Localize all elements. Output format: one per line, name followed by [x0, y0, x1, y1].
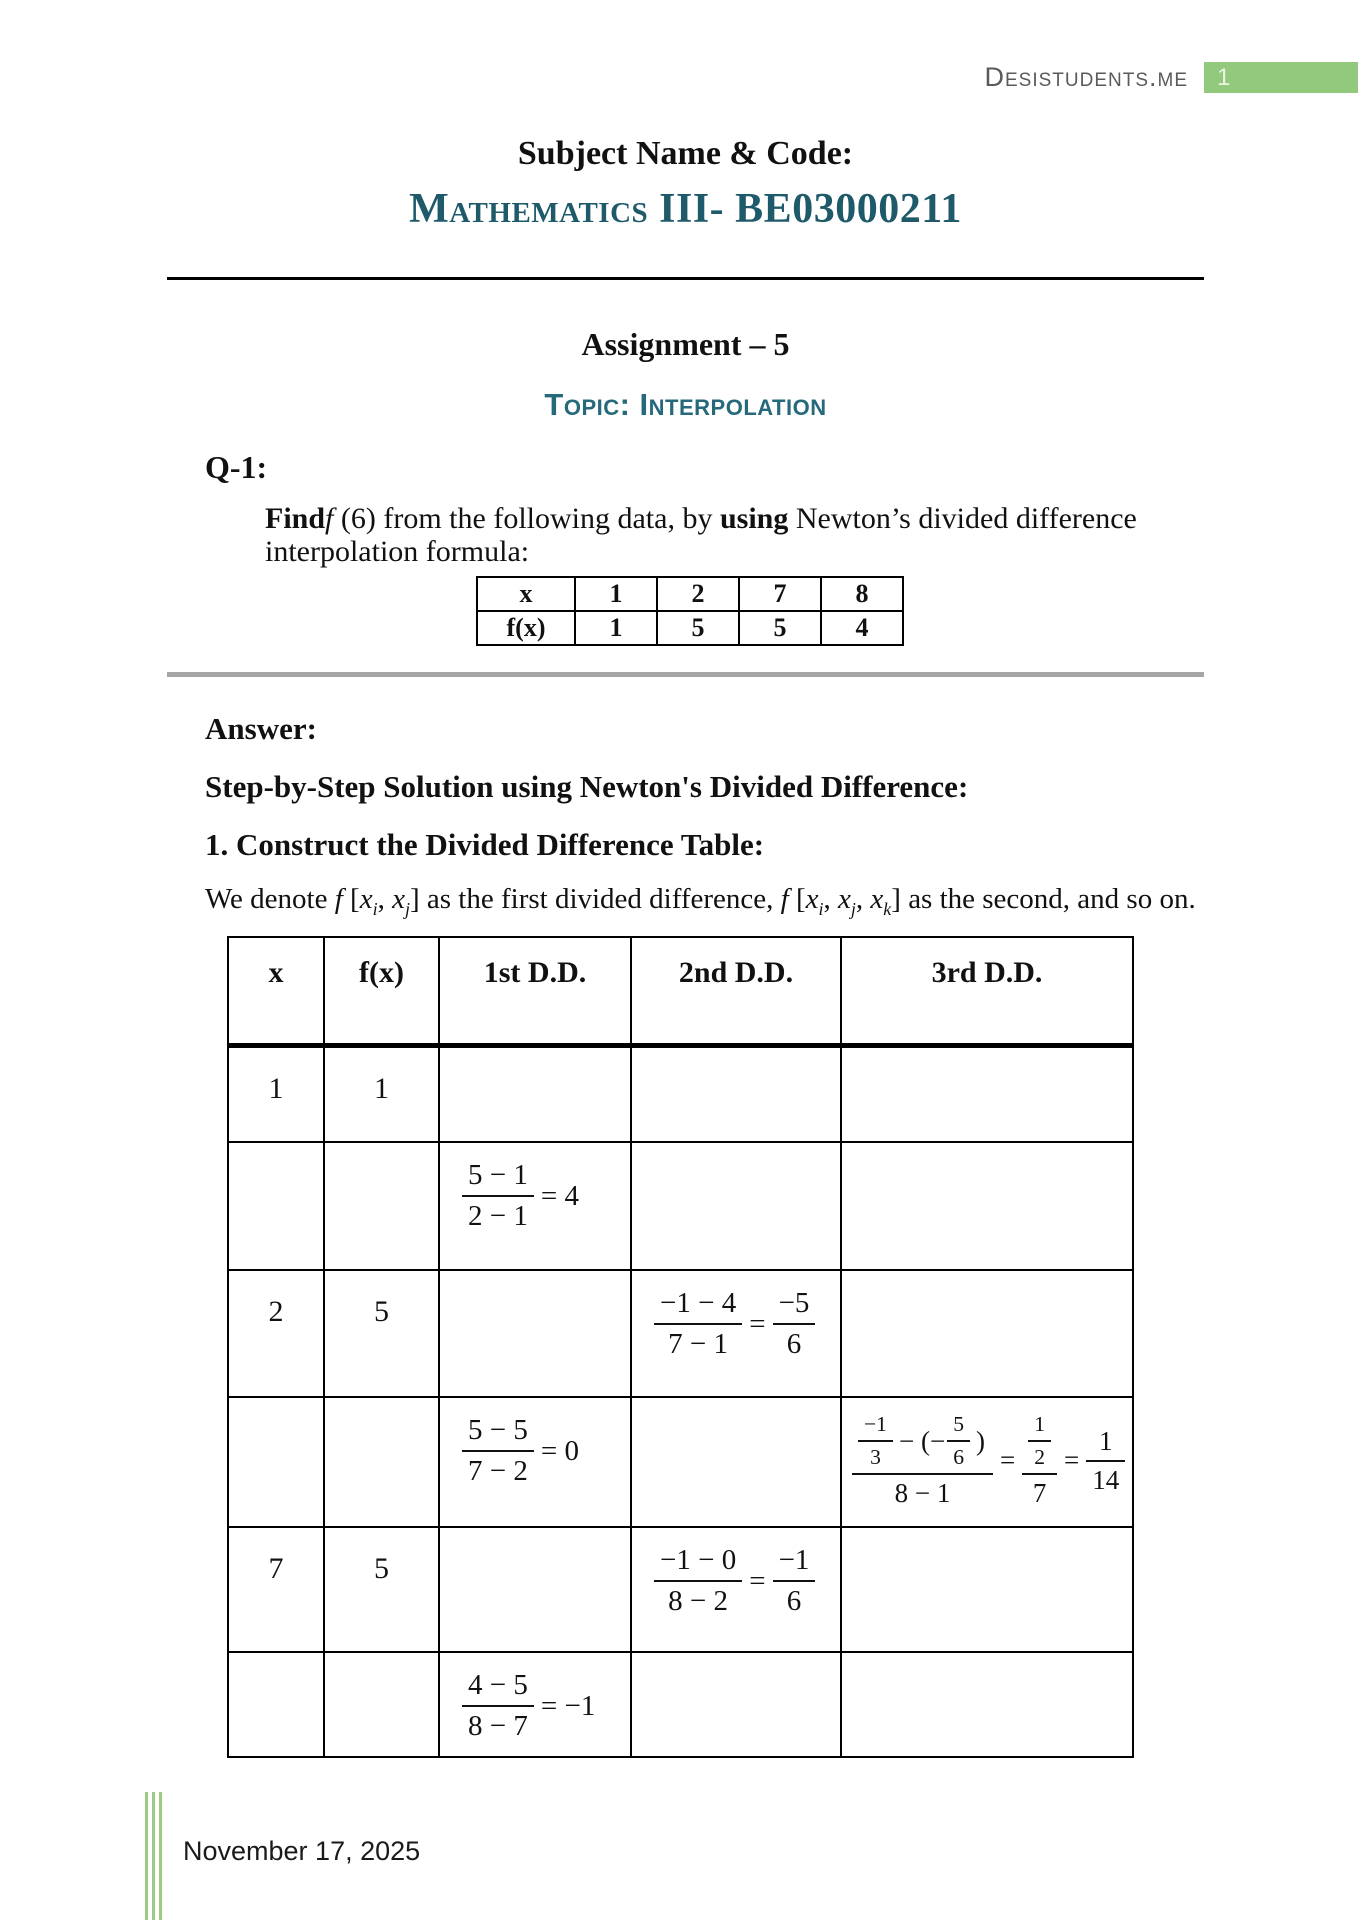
fraction: $\frac{-1}{3}$ [858, 1412, 893, 1470]
math-x-symbol: x [870, 883, 884, 915]
cell-x: 7 [228, 1527, 324, 1652]
table-cell-empty [324, 1142, 439, 1270]
fraction: $\frac{4 - 5}{8 - 7}$ [462, 1669, 534, 1743]
cell-2nd-dd [631, 1270, 841, 1397]
math-f-symbol: f [325, 502, 334, 535]
column-header-3rd-dd: 3rd D.D. [841, 937, 1133, 1046]
table-cell: 2 [657, 577, 739, 611]
equals-sign: = [749, 1564, 766, 1597]
subscript-j: j [404, 898, 410, 919]
comma: , [823, 883, 839, 915]
table-row [228, 1270, 1133, 1397]
table-row [228, 1045, 1133, 1142]
fraction-outer: $\frac{-1}{3}$ − (− $\frac{5}{6}$ ) 8 − 1 [852, 1412, 993, 1509]
column-header-1st-dd: 1st D.D. [439, 937, 631, 1046]
table-cell-empty [631, 1397, 841, 1527]
equals-sign: = [999, 1445, 1016, 1476]
solution-heading: Step-by-Step Solution using Newton's Divided Difference: [205, 769, 969, 804]
table-cell-empty [631, 1142, 841, 1270]
accent-bar [145, 1792, 148, 1920]
table-row [228, 1527, 1133, 1652]
operator: − (− [898, 1425, 946, 1456]
fraction-result: $\frac{1}{14}$ [1086, 1426, 1125, 1496]
page-header [984, 62, 1358, 93]
equals-result: = 4 [540, 1179, 579, 1212]
fraction: $\frac{-1 - 0}{8 - 2}$ [654, 1544, 742, 1618]
table-cell: 5 [657, 611, 739, 645]
table-cell-empty [631, 1045, 841, 1142]
divided-difference-table [227, 936, 1134, 1759]
question-arg: (6) [333, 502, 376, 535]
table-row [477, 577, 903, 611]
question-data-table [476, 576, 904, 646]
cell-x: 1 [228, 1045, 324, 1142]
page-number-badge [1204, 62, 1358, 93]
table-cell-empty [228, 1142, 324, 1270]
cell-fx: 5 [324, 1527, 439, 1652]
bracket: ] [409, 883, 420, 915]
table-cell: 8 [821, 577, 903, 611]
math-x-symbol: x [392, 883, 405, 915]
topic-heading: Topic: Interpolation [544, 387, 827, 422]
table-cell-empty [841, 1142, 1133, 1270]
footer-date: November 17, 2025 [183, 1836, 421, 1866]
step1-heading: 1. Construct the Divided Difference Table: [205, 827, 765, 862]
title-divider [167, 277, 1204, 280]
denote-t1: We denote [205, 883, 335, 915]
cell-fx: 1 [324, 1045, 439, 1142]
subscript-k: k [883, 898, 892, 919]
table-cell-empty [841, 1045, 1133, 1142]
equals-result: = 0 [540, 1434, 579, 1467]
denote-t3: as the second, and so on. [900, 883, 1196, 915]
comma: , [377, 883, 393, 915]
table-cell: 4 [821, 611, 903, 645]
assignment-heading: Assignment – 5 [581, 326, 790, 362]
equals-sign: = [1064, 1445, 1080, 1476]
question-tail1: Newton’s divided difference [788, 502, 1137, 535]
fraction: $\frac{1}{2}$ [1028, 1412, 1051, 1470]
cell-x: 2 [228, 1270, 324, 1397]
site-name: Desistudents.me [984, 62, 1188, 92]
document-body [0, 135, 1358, 1758]
subscript-i: i [372, 898, 378, 919]
fraction-result: $\frac{-5}{6}$ [773, 1287, 816, 1361]
table-cell: 5 [739, 611, 821, 645]
math-f-symbol: f [780, 883, 789, 915]
subject-label: Subject Name & Code: [517, 135, 854, 172]
table-row [228, 1652, 1133, 1757]
question-text [265, 502, 1204, 568]
question-mid: from the following data, by [375, 502, 720, 535]
table-cell-empty [324, 1397, 439, 1527]
math-f-symbol: f [334, 883, 343, 915]
course-title: Mathematics III- BE03000211 [409, 186, 962, 232]
table-cell: 7 [739, 577, 821, 611]
table-cell-empty [439, 1270, 631, 1397]
table-row [228, 1397, 1133, 1527]
cell-2nd-dd [631, 1527, 841, 1652]
table-cell-empty [631, 1652, 841, 1757]
table-cell: f(x) [477, 611, 575, 645]
question-tail2: interpolation formula: [265, 535, 530, 568]
column-header-fx: f(x) [324, 937, 439, 1046]
cell-1st-dd [439, 1142, 631, 1270]
fraction: $\frac{5}{6}$ [947, 1412, 970, 1470]
table-row [228, 1142, 1133, 1270]
math-x-symbol: x [838, 883, 851, 915]
math-x-symbol: x [805, 883, 819, 915]
table-cell-empty [228, 1397, 324, 1527]
question-find: Find [265, 502, 326, 535]
bracket: ] [891, 883, 901, 915]
table-cell: 1 [575, 577, 657, 611]
cell-1st-dd [439, 1652, 631, 1757]
math-x-symbol: x [359, 883, 373, 915]
table-cell-empty [439, 1527, 631, 1652]
cell-1st-dd [439, 1397, 631, 1527]
subscript-j: j [850, 898, 856, 919]
question-block [167, 502, 1204, 646]
table-cell-empty [439, 1045, 631, 1142]
fraction: $\frac{5 - 5}{7 - 2}$ [462, 1414, 534, 1488]
fraction-mid: $\frac{\frac{1}{2}}{7}$ [1022, 1412, 1057, 1509]
close-paren: ) [975, 1425, 985, 1456]
footer-accent-bars [145, 1792, 162, 1920]
accent-bar [159, 1792, 162, 1920]
table-cell-empty [324, 1652, 439, 1757]
question-label: Q-1: [205, 449, 268, 485]
section-divider [167, 672, 1204, 677]
comma: , [855, 883, 871, 915]
fraction: $\frac{5 - 1}{2 - 1}$ [462, 1159, 534, 1233]
bracket: [ [342, 883, 360, 915]
answer-label: Answer: [205, 711, 317, 746]
accent-bar [152, 1792, 155, 1920]
cell-3rd-dd [841, 1397, 1133, 1527]
equals-sign: = [749, 1307, 766, 1340]
table-cell-empty [228, 1652, 324, 1757]
table-row [477, 611, 903, 645]
table-cell: x [477, 577, 575, 611]
page-number: 1 [1217, 63, 1231, 91]
fraction-result: $\frac{-1}{6}$ [773, 1544, 816, 1618]
table-cell-empty [841, 1652, 1133, 1757]
bracket: [ [788, 883, 806, 915]
denote-t2: as the first divided difference, [419, 883, 781, 915]
table-cell: 1 [575, 611, 657, 645]
subscript-i: i [818, 898, 824, 919]
fraction: $\frac{-1 - 4}{7 - 1}$ [654, 1287, 742, 1361]
table-header-row [228, 937, 1133, 1046]
column-header-2nd-dd: 2nd D.D. [631, 937, 841, 1046]
cell-fx: 5 [324, 1270, 439, 1397]
denote-text [205, 883, 1204, 920]
equals-result: = −1 [540, 1689, 596, 1722]
table-cell-empty [841, 1270, 1133, 1397]
table-cell-empty [841, 1527, 1133, 1652]
question-using: using [719, 502, 789, 535]
column-header-x: x [228, 937, 324, 1046]
